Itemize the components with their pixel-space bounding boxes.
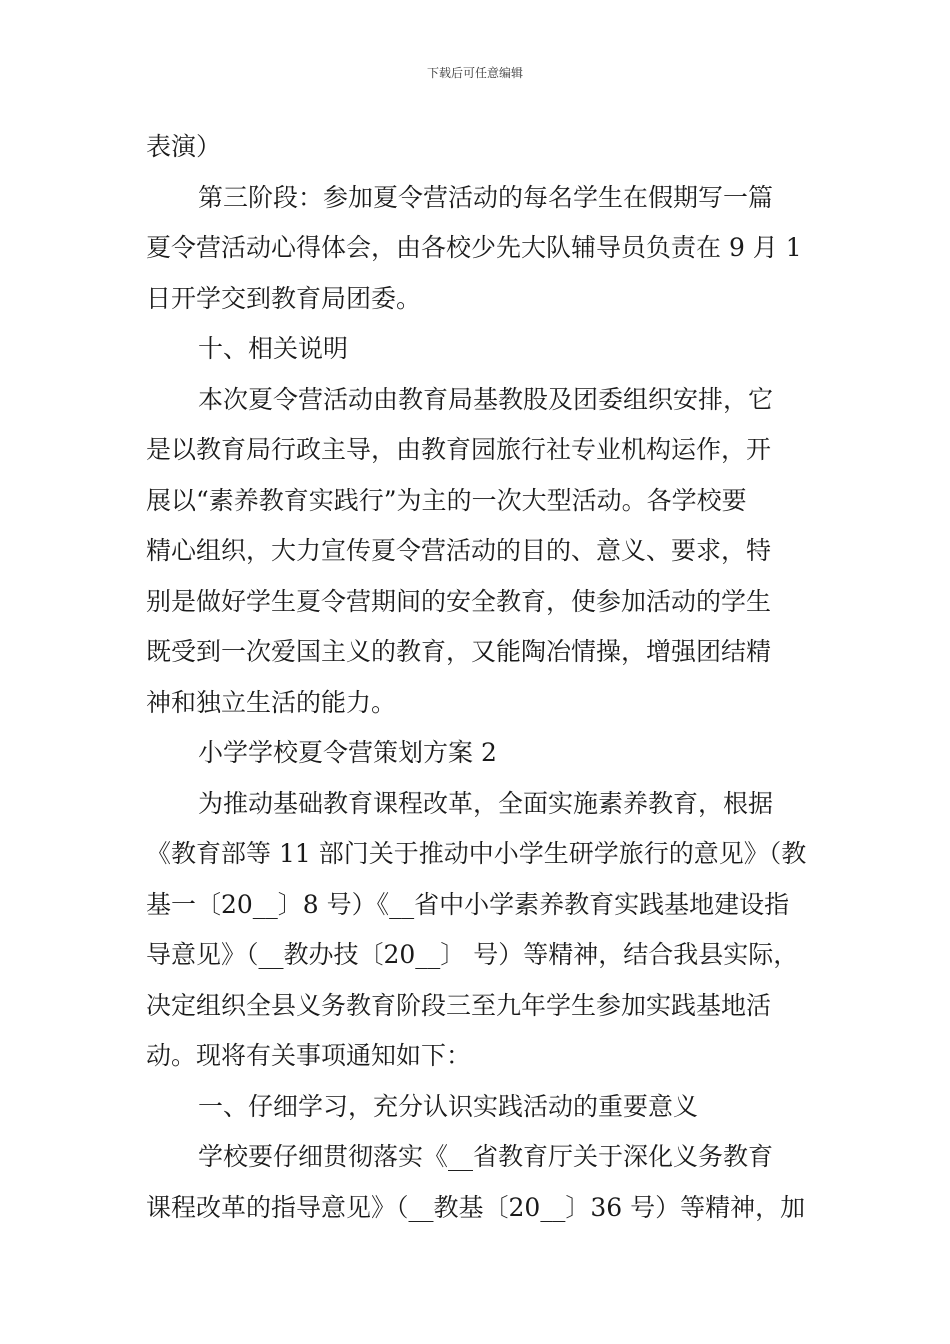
- page-header: 下载后可任意编辑: [426, 66, 523, 80]
- text-line: 是以教育局行政主导，由教育园旅行社专业机构运作，开: [146, 435, 772, 464]
- text-line: 夏令营活动心得体会，由各校少先大队辅导员负责在 9 月 1: [146, 233, 802, 262]
- text-line: 本次夏令营活动由教育局基教股及团委组织安排，它: [198, 384, 774, 414]
- section-title: 小学学校夏令营策划方案 2: [198, 738, 497, 767]
- text-line: 导意见》（__教办技〔20__〕 号）等精神，结合我县实际，: [146, 940, 799, 969]
- text-line: 《教育部等 11 部门关于推动中小学生研学旅行的意见》（教: [146, 839, 807, 868]
- text-line: 既受到一次爱国主义的教育，又能陶冶情操，增强团结精: [146, 637, 772, 666]
- text-line: 第三阶段：参加夏令营活动的每名学生在假期写一篇: [198, 182, 774, 212]
- document-body: [146, 122, 806, 1233]
- text-line: 课程改革的指导意见》（__教基〔20__〕36 号）等精神，加: [146, 1192, 806, 1222]
- text-line: 日开学交到教育局团委。: [146, 283, 422, 313]
- text-line: 精心组织，大力宣传夏令营活动的目的、意义、要求，特: [146, 536, 772, 565]
- text-line: 展以“素养教育实践行”为主的一次大型活动。各学校要: [146, 485, 747, 515]
- section-heading: 十、相关说明: [198, 334, 349, 363]
- text-line: 表演）: [146, 132, 222, 161]
- text-line: 别是做好学生夏令营期间的安全教育，使参加活动的学生: [146, 586, 772, 616]
- text-line: 学校要仔细贯彻落实《__省教育厅关于深化义务教育: [198, 1142, 774, 1171]
- text-line: 决定组织全县义务教育阶段三至九年学生参加实践基地活: [146, 990, 772, 1020]
- text-line: 动。现将有关事项通知如下：: [146, 1041, 472, 1070]
- section-heading: 一、仔细学习，充分认识实践活动的重要意义: [198, 1091, 699, 1121]
- text-line: 为推动基础教育课程改革，全面实施素养教育，根据: [198, 788, 774, 818]
- text-line: 基一〔20__〕8 号）《__省中小学素养教育实践基地建设指: [146, 889, 790, 919]
- text-line: 神和独立生活的能力。: [146, 687, 397, 717]
